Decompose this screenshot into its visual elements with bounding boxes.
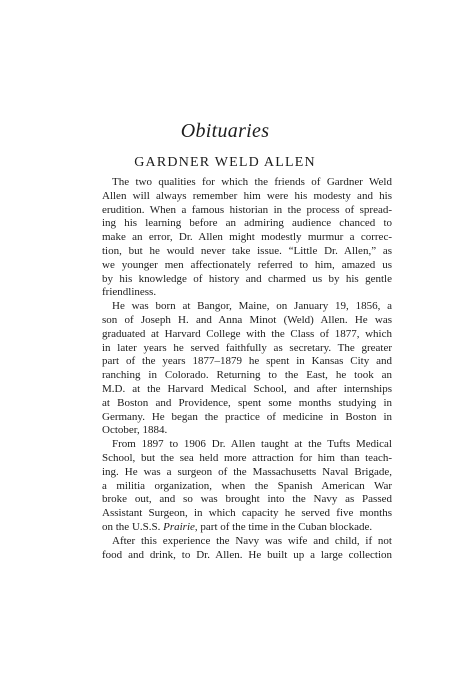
text-line: broke out, and so was brought into the Navy as Passed [102, 493, 392, 506]
text-line: part of the years 1877–1879 he spent in Kansas City and [102, 355, 392, 368]
text-line: ranching in Colorado. Returning to the East, he took an [102, 369, 392, 382]
text-line: Germany. He began the practice of medicine in Boston in [102, 410, 392, 423]
text-line: by his knowledge of history and charmed us by his gentle [102, 272, 392, 285]
text-line: October, 1884. [102, 424, 168, 437]
text-line: School, but the sea held more attraction for him than teach- [102, 451, 392, 464]
text-line: make an error, Dr. Allen might modestly murmur a correc- [102, 231, 392, 244]
text-line: on the U.S.S. Prairie, part of the time in the Cuban blockade. [102, 520, 373, 533]
text-line: in later years he served faithfully as secretary. The greater [102, 341, 392, 354]
paragraph [102, 535, 392, 563]
obituary-body [102, 176, 392, 562]
text-line: From 1897 to 1906 Dr. Allen taught at the Tufts Medical [112, 438, 392, 451]
text-line: friendliness. [102, 286, 157, 299]
text-line: The two qualities for which the friends of Gardner Weld [112, 176, 392, 188]
text-line: M.D. at the Harvard Medical School, and after internships [102, 382, 392, 395]
paragraph [102, 176, 392, 300]
text-line: son of Joseph H. and Anna Minot (Weld) Allen. He was [102, 313, 392, 326]
text-line: After this experience the Navy was wife and child, if not [112, 534, 392, 547]
text-line: Allen will always remember him were his modesty and his [102, 189, 392, 202]
section-title: Obituaries [180, 120, 270, 142]
text-line: tion, but he would never take issue. “Little Dr. Allen,” as [102, 244, 392, 257]
text-line: at Boston and Providence, spent some months studying in [102, 396, 392, 409]
text-line: He was born at Bangor, Maine, on January 19, 1856, a [112, 300, 392, 313]
paragraph [102, 438, 392, 535]
text-line: a militia organization, when the Spanish American War [102, 479, 392, 492]
subject-name: GARDNER WELD ALLEN [134, 155, 316, 170]
text-line: ing his learning before an admiring audience chanced to [102, 217, 392, 230]
text-line: food and drink, to Dr. Allen. He built up a large collection [102, 548, 392, 561]
text-line: erudition. When a famous historian in the process of spread- [102, 203, 392, 216]
text-line: ing. He was a surgeon of the Massachusetts Naval Brigade, [102, 465, 392, 478]
text-line: Assistant Surgeon, in which capacity he served five months [102, 507, 392, 520]
ship-name: Prairie [163, 520, 195, 533]
paragraph [102, 300, 392, 438]
text-line: we younger men affectionately referred to him, amazed us [102, 258, 392, 271]
text-line: graduated at Harvard College with the Class of 1877, which [102, 327, 392, 340]
